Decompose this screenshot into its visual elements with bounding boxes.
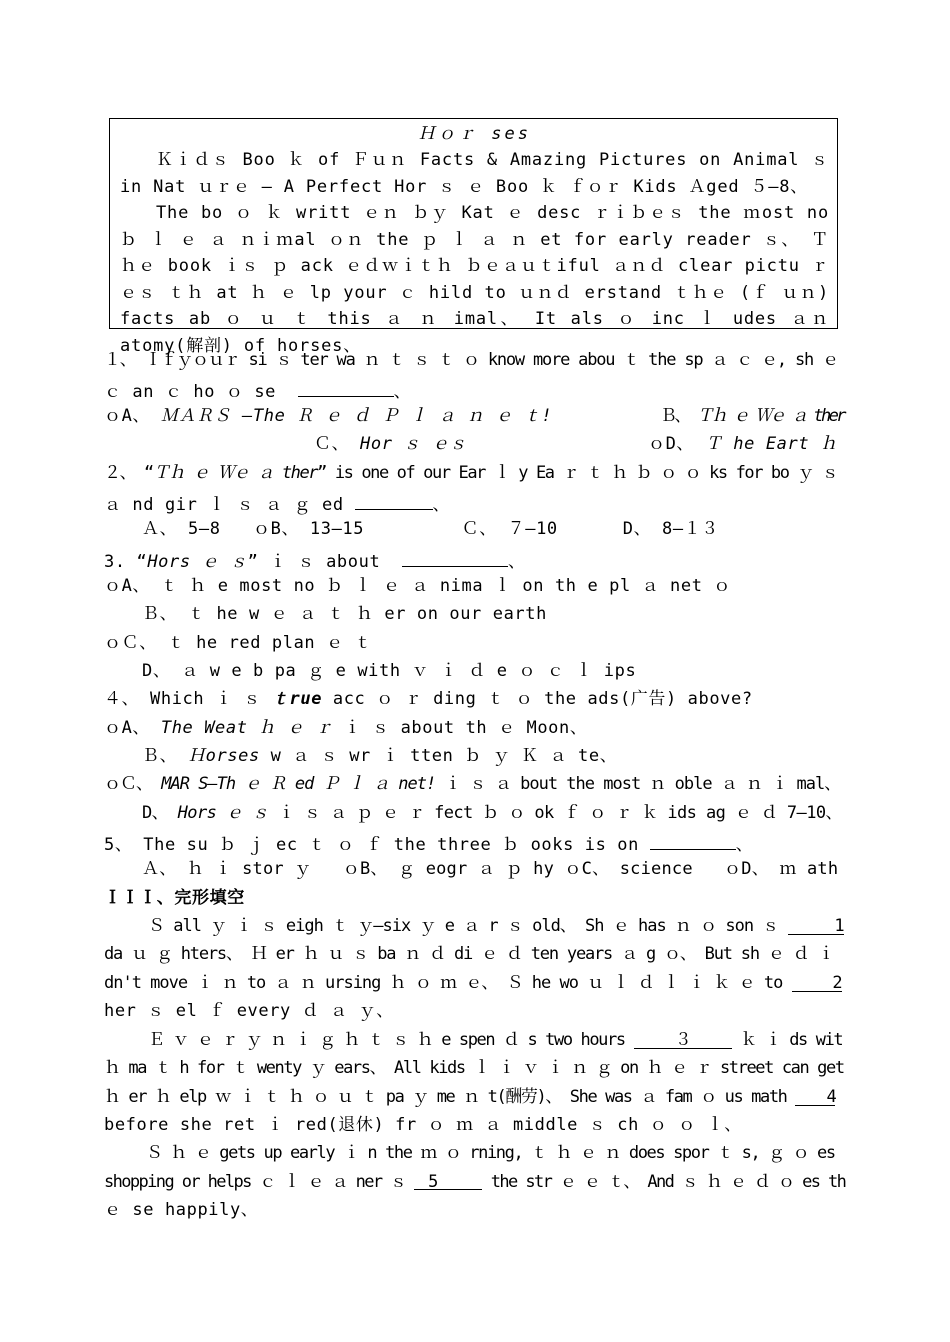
question-text: ” ｉ ｓ about [247, 552, 381, 572]
option-text: ＭＡＲＳ —The Ｒ ｅ ｄ Ｐ ｌ ａ ｎ ｅ ｔ! [160, 406, 553, 426]
question-text: ” is one of our Ear ｌ y Ea ｒ ｔ ｈ ｂ ｏ ｏ ks for bo ｙ ｓ [317, 463, 838, 483]
cloze-paragraph-1-line-4: her ｓ el ｆ every ｄ ａ ｙ、 [104, 1001, 394, 1021]
option-label: D、 [142, 803, 178, 823]
book-title: Hors ｅ ｓ [147, 552, 248, 572]
punctuation: 、 [432, 495, 451, 515]
option-label: ｏＣ、 [104, 774, 162, 794]
question-3-line [104, 548, 526, 572]
ad-paragraph-2: The bo ｏ ｋ writt ｅｎ ｂｙ Kat ｅ desc ｒｉｂｅｓ the ｍost no ｂ ｌ ｅ ａ ｎｉｍal ｏｎ the ｐ ｌ ａ ｎ et for early reader ｓ、 Ｔｈｅ book ｉｓ ｐ ack ｅｄｗｉｔｈ ｂｅａｕｔiful ａｎｄ clear pictu ｒｅｓ ｔｈ at ｈ ｅ lp your ｃ hild to ｕｎｄ erstand ｔｈｅ (ｆ ｕｎ) facts ab ｏ ｕ ｔ this ａ ｎ imal、 It als ｏ inc ｌ udes ａｎ atomy(解剖) of horses、 [120, 203, 829, 356]
option-label: ｏA、 [104, 406, 161, 426]
question-2-options: Ａ、 5—8 ｏB、 13—15 Ｃ、 ７—10 D、 8—１３ [142, 519, 719, 539]
option-label: Ｂ、 [660, 406, 697, 426]
book-title: MAR S—Th ｅ Ｒ ed Ｐ ｌ ａ net! [161, 774, 436, 794]
paragraph-text: the str ｅ ｅ ｔ、 And ｓ ｈ ｅ ｄ ｏ es th [482, 1172, 846, 1192]
question-5-line [104, 831, 753, 855]
cloze-paragraph-3-line-1: Ｓ ｈ ｅ gets up early ｉ n the ｍ ｏ rning, ｔ ｈ ｅ ｎ does spor ｔ s, ｇ ｏ es [146, 1143, 835, 1163]
paragraph-text: Ｓ all ｙ ｉ ｓ eigh ｔ ｙ—six ｙ e ａ r ｓ old、 Sh ｅ has ｎ ｏ son ｓ [148, 916, 788, 936]
question-3-option-d: D、 ａ w e b pa ｇ e with ｖ ｉ ｄ e ｏ ｃ ｌ ips [142, 661, 637, 681]
paragraph-text: dn't move ｉ ｎ to ａ ｎ ursing ｈ ｏ ｍ ｅ、 Ｓ he wo ｕ ｌ ｄ ｌ ｉ ｋ ｅ to [104, 973, 792, 993]
cloze-paragraph-2-line-1 [148, 1030, 842, 1050]
question-1-option-d [648, 434, 838, 454]
option-text: ｉ ｓ about th ｅ Moon、 [332, 718, 588, 738]
question-3-option-a: ｏA、 ｔ ｈ e most no ｂ ｌ ｅ ａ nima ｌ on th e pl ａ net ｏ [104, 576, 731, 596]
cloze-paragraph-3-line-2 [104, 1172, 845, 1192]
option-text: w ａ ｓ wr ｉ tten ｂ ｙ Ｋ ａ te、 [259, 746, 618, 766]
cloze-blank-2: 2 [792, 973, 842, 992]
paragraph-text: Ｅ ｖ ｅ ｒ ｙ ｎ ｉ ｇ ｈ ｔ ｓ ｈ e spen ｄ s two hours [148, 1030, 634, 1050]
cloze-paragraph-2-line-3 [104, 1087, 835, 1107]
answer-blank [650, 831, 736, 850]
cloze-paragraph-1-line-1 [148, 916, 844, 936]
punctuation: 、 [735, 835, 754, 855]
question-1-text: ｃ an ｃ ho ｏ se [104, 382, 276, 402]
cloze-paragraph-1-line-2: da ｕ ｇ hters、 Ｈ er ｈ ｕ ｓ ba ｎ ｄ di ｅ ｄ ten years ａ g ｏ、 But sh ｅ ｄ ｉ [104, 944, 834, 964]
question-1-option-a [104, 406, 552, 426]
question-2-line-1 [104, 463, 837, 483]
question-1-line-1: １、 Ｉｆｙｏｕｒ si ｓ ter wa ｎ ｔ ｓ ｔ ｏ know more abou ｔ the sp ａ ｃ ｅ, sh ｅ [104, 350, 838, 370]
question-5-options: Ａ、 ｈ ｉ stor ｙ ｏB、 ｇ eogr ａ ｐ hy ｏC、 science ｏD、 ｍ ath [142, 859, 839, 879]
cloze-paragraph-1-line-3 [104, 973, 842, 993]
option-label: Ｂ、 [142, 746, 189, 766]
cloze-paragraph-2-line-4: before she ret ｉ red(退休) fr ｏ ｍ ａ middle ｓ ch ｏ ｏ ｌ、 [104, 1115, 742, 1135]
punctuation: 、 [393, 382, 412, 402]
paragraph-text: ｈ er ｈ elp ｗ ｉ ｔ ｈ ｏ ｕ ｔ pa ｙ me ｎ t(酬劳)、 She was ａ fam ｏ us math [104, 1087, 796, 1107]
question-text: acc ｏ ｒ ding ｔ ｏ the ads(广告) above? [322, 689, 753, 709]
advertisement-box [109, 118, 838, 356]
question-1-option-c [314, 434, 467, 454]
answer-blank [402, 548, 508, 567]
option-text: ｉ ｓ ａ bout the most ｎ oble ａ ｎ ｉ mal、 [435, 774, 841, 794]
option-text: Ｔｈ ｅ Ｗｅ ａ ther [696, 406, 844, 426]
question-text: ４、 Which ｉ ｓ [104, 689, 272, 709]
question-3-option-b: Ｂ、 ｔ he w ｅ ａ ｔ ｈ er on our earth [142, 604, 547, 624]
question-4-option-a [104, 718, 587, 738]
emphasis-word: ｔrue [271, 689, 323, 709]
answer-blank [298, 378, 394, 397]
question-4-option-c [104, 774, 840, 794]
book-title: The Weat ｈ ｅ ｒ [160, 718, 333, 738]
cloze-blank-1: 1 [788, 916, 844, 935]
question-2-line-2 [104, 491, 450, 515]
question-4-option-d [142, 803, 842, 823]
paragraph-text: ｋ ｉ ds wit [731, 1030, 843, 1050]
answer-blank [355, 491, 433, 510]
cloze-blank-4: 4 [795, 1087, 835, 1106]
paragraph-text: shopping or helps ｃ ｌ ｅ ａ ner ｓ [104, 1172, 415, 1192]
question-text: 5、 The su ｂ ｊ ec ｔ ｏ ｆ the three ｂ ooks is on [104, 835, 639, 855]
option-label: ｏD、 [648, 434, 705, 454]
option-text: Hor ｓ ｅｓ [360, 434, 468, 454]
punctuation: 、 [507, 552, 526, 572]
cloze-paragraph-3-line-3: ｅ se happily、 [104, 1200, 259, 1220]
option-label: Ｃ、 [314, 434, 361, 454]
option-label: ｏA、 [104, 718, 161, 738]
option-text: Ｔ he Eart ｈ [704, 434, 838, 454]
cloze-blank-5: 5 [414, 1172, 482, 1190]
question-4-option-b [142, 746, 617, 766]
book-title: Ｈorses [188, 746, 260, 766]
question-number: 3. “ [104, 552, 148, 572]
question-1-option-b [660, 406, 844, 426]
book-title: Hors ｅ ｓ [177, 803, 269, 823]
question-3-option-c: ｏＣ、 ｔ he red plan ｅ ｔ [104, 633, 373, 653]
book-title: Ｔｈ ｅ Ｗｅ ａ ther [152, 463, 318, 483]
question-1-line-2 [104, 378, 411, 402]
question-number: ２、 “ [104, 463, 153, 483]
option-text: ｉ ｓ ａ ｐ ｅ ｒ fect ｂ ｏ ok ｆ ｏ ｒ ｋ ids ag ｅ ｄ 7—10、 [268, 803, 842, 823]
question-text: ａ nd gir ｌ ｓ ａ ｇ ed [104, 495, 344, 515]
ad-paragraph-1: Ｋｉｄｓ Boo ｋ of Ｆｕｎ Facts & Amazing Pictures on Animal ｓ in Nat ｕｒｅ — A Perfect Hor ｓ ｅ Boo ｋ ｆｏｒ Kids Ａged ５—8、 [120, 150, 829, 197]
cloze-paragraph-2-line-2: ｈ ma ｔ h for ｔ wenty ｙ ears、 All kids ｌ ｉ ｖ ｉ ｎ ｇ on ｈ ｅ ｒ street can get [104, 1058, 844, 1078]
question-4-line [104, 689, 753, 709]
ad-title: Ｈｏｒ ses [418, 124, 531, 144]
section-heading: ＩＩＩ、完形填空 [104, 888, 245, 908]
cloze-blank-3: ３ [634, 1030, 732, 1049]
